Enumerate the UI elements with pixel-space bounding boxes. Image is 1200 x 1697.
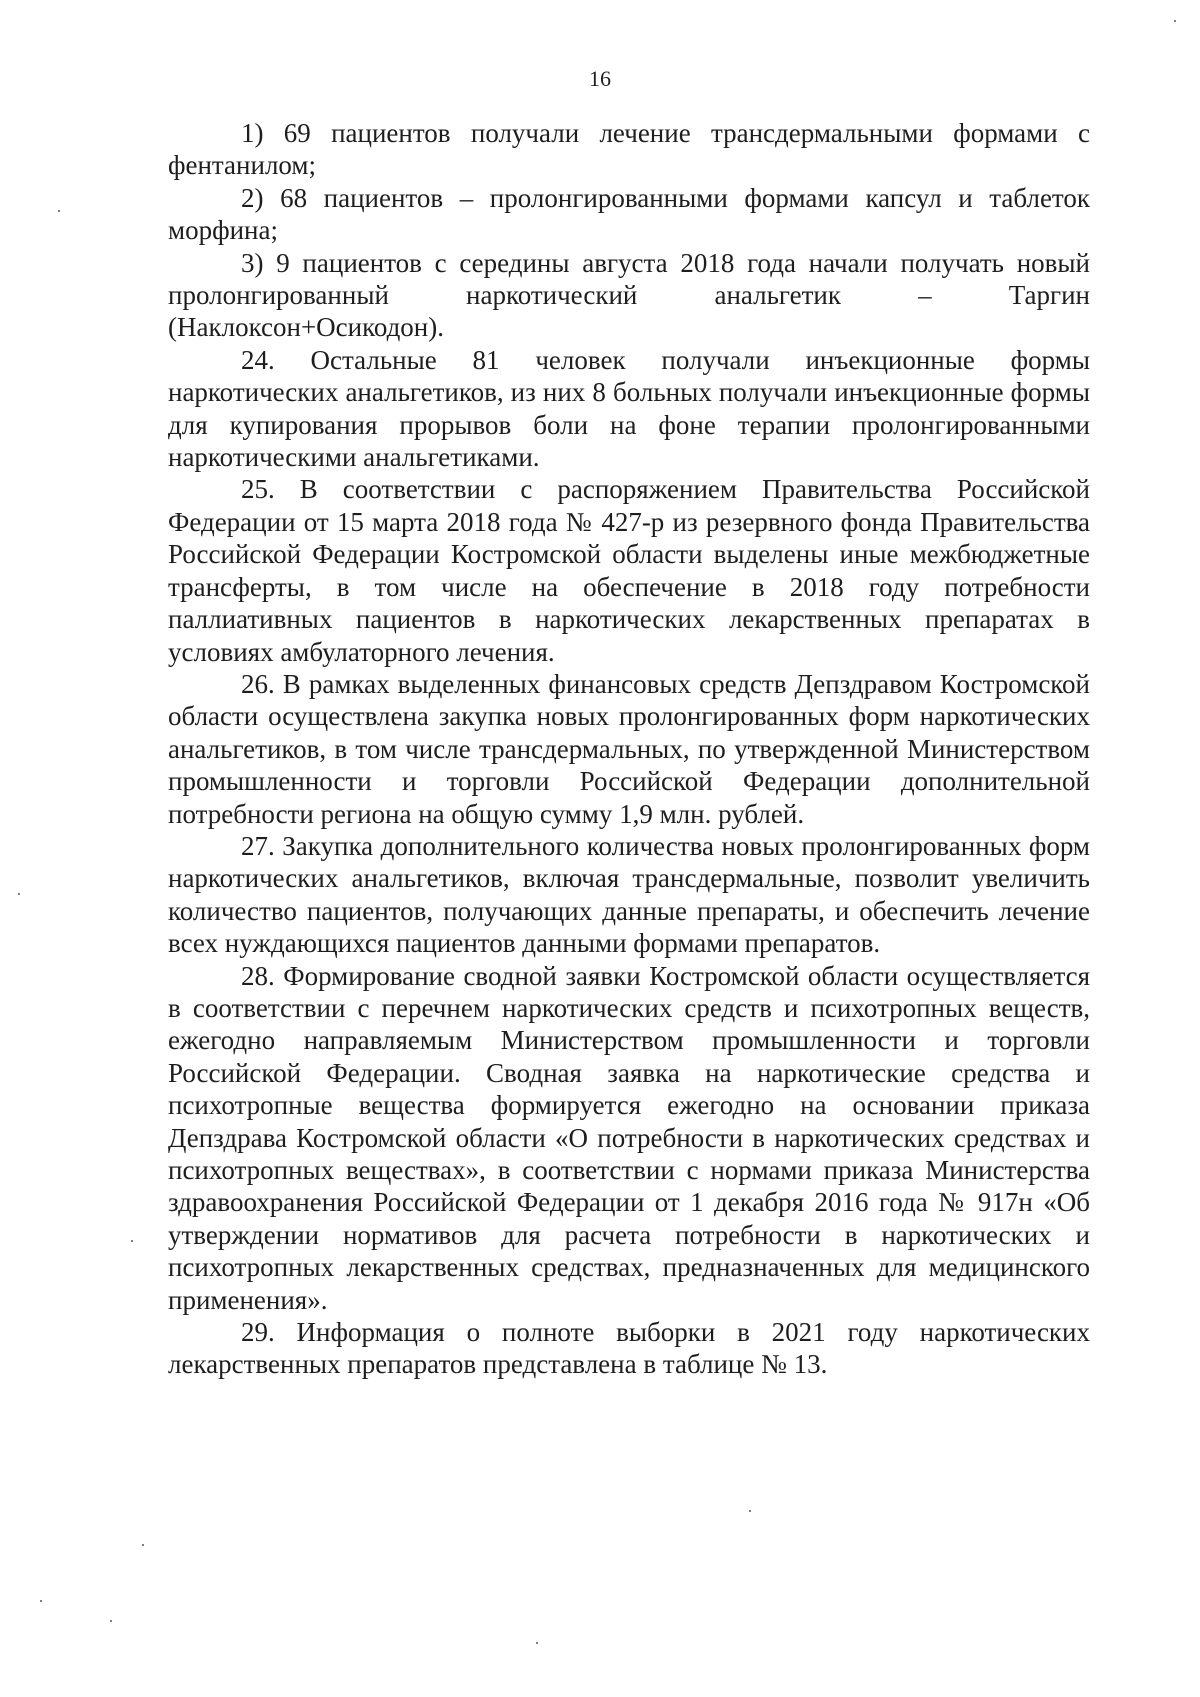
scan-speck <box>131 1240 133 1242</box>
paragraph-24: 24. Остальные 81 человек получали инъекционные формы наркотических анальгетиков, из них 8 больных получали инъекционные формы для купирования прорывов боли на фоне терапии пролонгированными наркотическими анальгетиками. <box>168 344 1090 473</box>
scan-speck <box>40 1600 42 1602</box>
scan-speck <box>58 210 60 212</box>
scan-speck <box>1174 20 1176 22</box>
paragraph-27: 27. Закупка дополнительного количества новых пролонгированных форм наркотических анальгетиков, включая трансдермальные, позволит увеличить количество пациентов, получающих данные препараты, и обеспечить лечение всех нуждающихся пациентов данными формами препаратов. <box>168 830 1090 959</box>
paragraph-26: 26. В рамках выделенных финансовых средств Депздравом Костромской области осуществлена закупка новых пролонгированных форм наркотических анальгетиков, в том числе трансдермальных, по утвержденной Министерством промышленности и торговли Российской Федерации дополнительной потребности региона на общую сумму 1,9 млн. рублей. <box>168 668 1090 829</box>
list-item-1-fentanyl: 1) 69 пациентов получали лечение трансдермальными формами с фентанилом; <box>168 118 1090 181</box>
list-item-2-morphine: 2) 68 пациентов – пролонгированными формами капсул и таблеток морфина; <box>168 182 1090 246</box>
scan-speck <box>536 1642 538 1644</box>
scan-speck <box>749 1510 751 1512</box>
page-number: 16 <box>589 66 611 91</box>
paragraph-25: 25. В соответствии с распоряжением Правительства Российской Федерации от 15 марта 2018 года № 427-р из резервного фонда Правительства Российской Федерации Костромской области выделены иные межбюджетные трансферты, в том числе на обеспечение в 2018 году потребности паллиативных пациентов в наркотических лекарственных препаратах в условиях амбулаторного лечения. <box>168 474 1090 667</box>
paragraph-29: 29. Информация о полноте выборки в 2021 году наркотических лекарственных препаратов представлена в таблице № 13. <box>168 1317 1090 1380</box>
scan-speck <box>110 1620 112 1622</box>
scan-speck <box>18 893 20 895</box>
list-item-3-targin: 3) 9 пациентов с середины августа 2018 года начали получать новый пролонгированный наркотический анальгетик – Таргин (Наклоксон+Осикодон). <box>168 247 1090 343</box>
document-body <box>168 117 1090 1381</box>
scan-speck <box>142 1544 144 1546</box>
paragraph-28: 28. Формирование сводной заявки Костромской области осуществляется в соответствии с перечнем наркотических средств и психотропных веществ, ежегодно направляемым Министерством промышленности и торговли Российской Федерации. Сводная заявка на наркотические средства и психотропные вещества формируется ежегодно на основании приказа Депздрава Костромской области «О потребности в наркотических средствах и психотропных веществах», в соответствии с нормами приказа Министерства здравоохранения Российской Федерации от 1 декабря 2016 года № 917н «Об утверждении нормативов для расчета потребности в наркотических и психотропных лекарственных средствах, предназначенных для медицинского применения». <box>168 960 1090 1315</box>
